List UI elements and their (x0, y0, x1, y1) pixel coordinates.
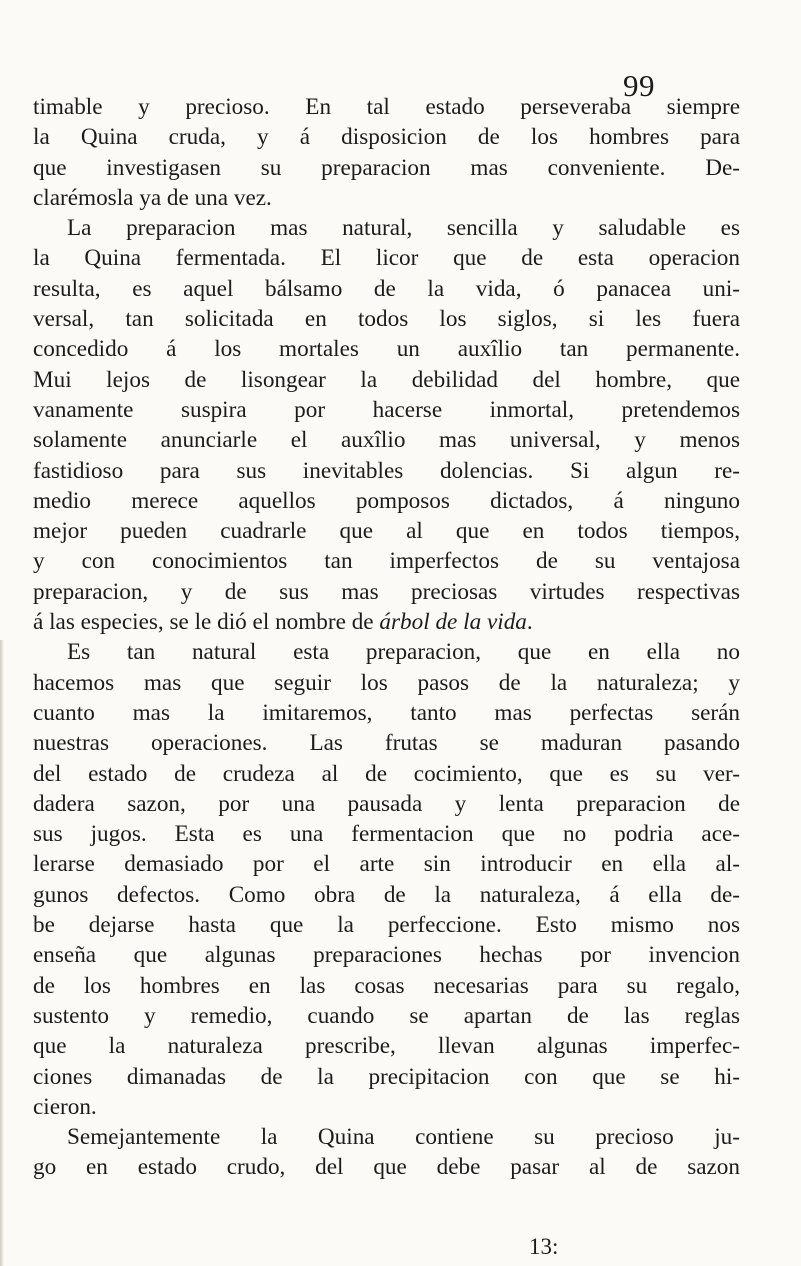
text-line: hacemos mas que seguir los pasos de la naturaleza; y (33, 669, 740, 696)
text-line: enseña que algunas preparaciones hechas por invencion (33, 942, 740, 969)
text-line: timable y precioso. En tal estado perseveraba siempre (33, 94, 740, 120)
text-line: dadera sazon, por una pausada y lenta preparacion de (33, 790, 740, 817)
signature-mark: 13: (529, 1234, 559, 1259)
text-line: la Quina fermentada. El licor que de esta operacion (33, 245, 740, 272)
text-line: y con conocimientos tan imperfectos de su ventajosa (33, 548, 740, 575)
text-line: mejor pueden cuadrarle que al que en todos tiempos, (33, 518, 740, 545)
text-line: concedido á los mortales un auxîlio tan permanente. (33, 336, 740, 363)
text-line: cuanto mas la imitaremos, tanto mas perfectas serán (33, 699, 740, 726)
text-line: resulta, es aquel bálsamo de la vida, ó panacea uni- (33, 275, 740, 302)
text-line: preparacion, y de sus mas preciosas virtudes respectivas (33, 578, 740, 605)
italic-phrase: árbol de la vida (379, 609, 527, 636)
text-line: go en estado crudo, del que debe pasar al de sazon (33, 1154, 740, 1181)
text-line: sus jugos. Esta es una fermentacion que no podria ace- (33, 821, 740, 848)
text-line: versal, tan solicitada en todos los siglos, si les fuera (33, 306, 740, 333)
text-line: vanamente suspira por hacerse inmortal, pretendemos (33, 396, 740, 423)
text-line: solamente anunciarle el auxîlio mas universal, y menos (33, 427, 740, 454)
text-line: cieron. (33, 1093, 97, 1120)
page-number: 99 (623, 68, 655, 103)
text-line: del estado de crudeza al de cocimiento, que es su ver- (33, 760, 740, 787)
text-line: sustento y remedio, cuando se apartan de las reglas (33, 1002, 740, 1029)
text-line: nuestras operaciones. Las frutas se maduran pasando (33, 730, 740, 757)
text-line: gunos defectos. Como obra de la naturaleza, á ella de- (33, 881, 740, 908)
text-line: Es tan natural esta preparacion, que en ella no (67, 639, 740, 666)
text-line: que la naturaleza prescribe, llevan algunas imperfec- (33, 1033, 740, 1060)
text-line: de los hombres en las cosas necesarias para su regalo, (33, 972, 740, 999)
text-line: á las especies, se le dió el nombre de árbol de la vida. (33, 609, 533, 636)
body-text (33, 92, 740, 1183)
text-line: clarémosla ya de una vez. (33, 184, 272, 211)
text-line: que investigasen su preparacion mas conveniente. De- (33, 154, 740, 181)
text-line: La preparacion mas natural, sencilla y saludable es (67, 215, 740, 242)
text-line: lerarse demasiado por el arte sin introducir en ella al- (33, 851, 740, 878)
text-line: be dejarse hasta que la perfeccione. Esto mismo nos (33, 912, 740, 939)
page-gutter-shadow (0, 640, 4, 1266)
text-line: Semejantemente la Quina contiene su precioso ju- (67, 1124, 740, 1151)
text-line: fastidioso para sus inevitables dolencias. Si algun re- (33, 457, 740, 484)
text-line: la Quina cruda, y á disposicion de los hombres para (33, 124, 740, 151)
text-line: medio merece aquellos pomposos dictados, á ninguno (33, 487, 740, 514)
text-line: ciones dimanadas de la precipitacion con que se hi- (33, 1063, 740, 1090)
text-line: Mui lejos de lisongear la debilidad del hombre, que (33, 366, 740, 393)
